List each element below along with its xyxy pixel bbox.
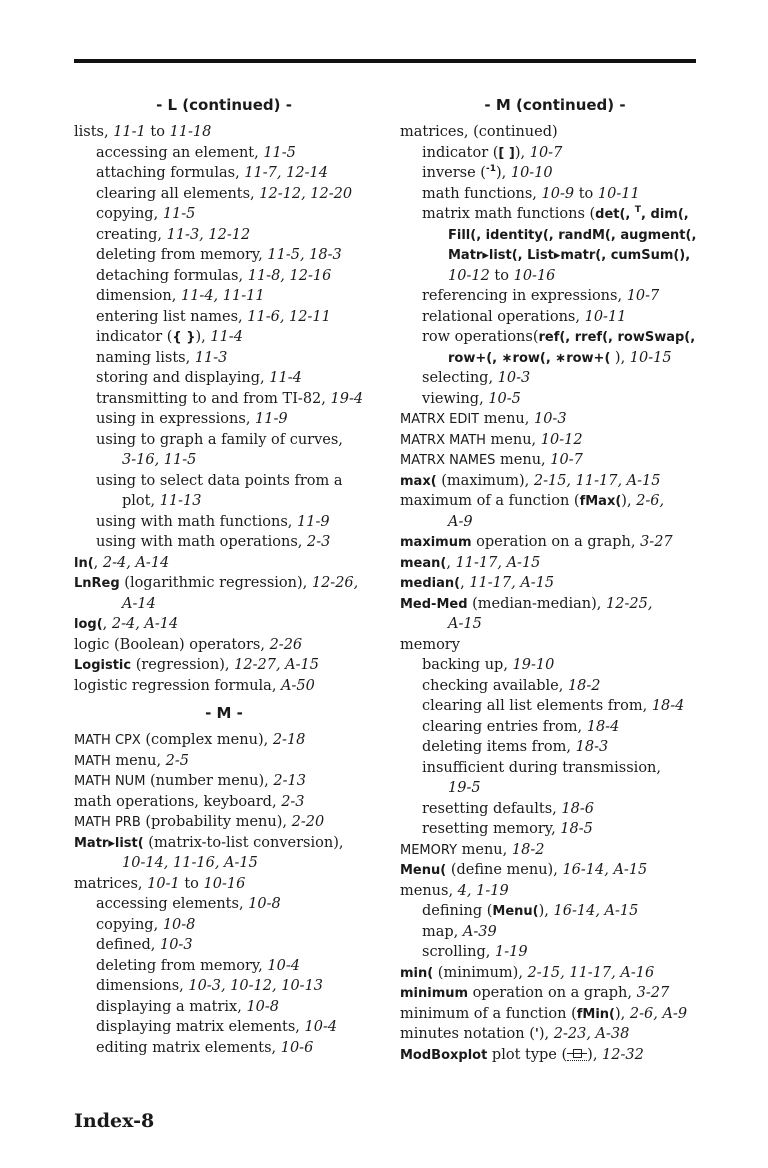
index-entry: minutes notation ('), 2-23, A-38 <box>400 1026 630 1042</box>
index-subentry: displaying a matrix, 10-8 <box>96 998 280 1015</box>
index-entry: MATRX EDIT menu, 10-3 <box>400 411 567 427</box>
index-continuation: 3-16, 11-5 <box>122 452 197 468</box>
index-entry: max( (maximum), 2-15, 11-17, A-15 <box>400 472 661 489</box>
modboxplot-icon <box>567 1048 587 1061</box>
index-subentry: copying, 10-8 <box>96 916 196 933</box>
index-subentry: detaching formulas, 11-8, 12-16 <box>96 267 332 284</box>
index-continuation: plot, 11-13 <box>122 493 202 509</box>
index-subentry: inverse ($^{-1}$), 10-10 <box>422 164 553 181</box>
index-continuation: A-15 <box>448 616 482 632</box>
index-entry: log(, 2-4, A-14 <box>74 616 179 632</box>
index-subentry: referencing in expressions, 10-7 <box>422 288 660 304</box>
index-subentry: insufficient during transmission, <box>422 759 661 776</box>
index-entry: median(, 11-17, A-15 <box>400 575 555 591</box>
index-entry: lists, 11-1 to 11-18 <box>74 124 212 140</box>
index-entry: matrices, (continued) <box>400 124 558 140</box>
index-entry: logistic regression formula, A-50 <box>74 677 315 694</box>
index-entry: maximum of a function (fMax(), 2-6, <box>400 493 665 509</box>
index-entry: min( (minimum), 2-15, 11-17, A-16 <box>400 964 655 981</box>
index-subentry: displaying matrix elements, 10-4 <box>96 1019 338 1035</box>
index-subentry: relational operations, 10-11 <box>422 308 627 325</box>
index-subentry: entering list names, 11-6, 12-11 <box>96 308 331 325</box>
index-entry: menus, 4, 1-19 <box>400 882 509 899</box>
index-continuation: Matr▸list(, List▸matr(, cumSum(), <box>448 248 691 263</box>
index-entry: LnReg (logarithmic regression), 12-26, <box>74 575 359 591</box>
index-subentry: using with math functions, 11-9 <box>96 513 330 530</box>
index-subentry: using to graph a family of curves, <box>96 431 343 448</box>
index-entry: math operations, keyboard, 2-3 <box>74 793 305 810</box>
index-entry: Logistic (regression), 12-27, A-15 <box>74 657 319 673</box>
index-subentry: accessing an element, 11-5 <box>96 144 296 161</box>
index-subentry: map, A-39 <box>422 923 497 940</box>
section-heading-m-continued: - M (continued) - <box>484 96 626 114</box>
index-subentry: using in expressions, 11-9 <box>96 411 288 427</box>
page-footer: Index-8 <box>74 1110 155 1132</box>
index-entry: minimum of a function (fMin(), 2-6, A-9 <box>400 1005 688 1022</box>
index-entry: MEMORY menu, 18-2 <box>400 841 545 858</box>
index-subentry: resetting memory, 18-5 <box>422 821 593 837</box>
index-subentry: row operations(ref(, rref(, rowSwap(, <box>422 329 696 345</box>
index-continuation: 10-14, 11-16, A-15 <box>122 855 258 871</box>
index-subentry: editing matrix elements, 10-6 <box>96 1039 314 1056</box>
index-subentry: defining (Menu(), 16-14, A-15 <box>422 903 639 919</box>
index-entry: ModBoxplot plot type ( ), 12-32 <box>400 1046 644 1063</box>
index-subentry: dimensions, 10-3, 10-12, 10-13 <box>96 978 324 994</box>
index-subentry: naming lists, 11-3 <box>96 349 228 366</box>
index-subentry: deleting items from, 18-3 <box>422 739 609 755</box>
index-subentry: storing and displaying, 11-4 <box>96 370 302 386</box>
index-subentry: using to select data points from a <box>96 472 343 489</box>
index-subentry: clearing entries from, 18-4 <box>422 718 620 735</box>
index-entry: matrices, 10-1 to 10-16 <box>74 875 246 892</box>
index-entry: MATH CPX (complex menu), 2-18 <box>74 732 306 748</box>
index-subentry: viewing, 10-5 <box>422 390 521 407</box>
index-column-right <box>400 96 710 1065</box>
section-heading-m: - M - <box>205 704 243 722</box>
index-entry: Med-Med (median-median), 12-25, <box>400 595 653 612</box>
index-subentry: backing up, 19-10 <box>422 657 555 673</box>
index-subentry: indicator ([ ]), 10-7 <box>422 144 563 161</box>
index-continuation: A-9 <box>448 513 473 530</box>
index-subentry: copying, 11-5 <box>96 206 196 222</box>
index-subentry: creating, 11-3, 12-12 <box>96 226 251 243</box>
index-subentry: selecting, 10-3 <box>422 370 531 386</box>
index-column-left <box>74 96 374 1058</box>
index-continuation: 10-12 to 10-16 <box>448 267 556 284</box>
index-continuation: A-14 <box>122 595 156 612</box>
index-entry: MATH PRB (probability menu), 2-20 <box>74 814 325 830</box>
index-subentry: transmitting to and from TI-82, 19-4 <box>96 390 364 407</box>
index-subentry: math functions, 10-9 to 10-11 <box>422 185 640 202</box>
index-entry: logic (Boolean) operators, 2-26 <box>74 636 303 653</box>
index-subentry: scrolling, 1-19 <box>422 944 528 960</box>
index-entry: memory <box>400 636 460 653</box>
top-rule <box>74 59 696 63</box>
index-subentry: defined, 10-3 <box>96 937 193 953</box>
index-entry: MATRX MATH menu, 10-12 <box>400 431 583 448</box>
index-entry: minimum operation on a graph, 3-27 <box>400 985 670 1001</box>
index-entry: MATRX NAMES menu, 10-7 <box>400 452 583 468</box>
index-entry: Menu( (define menu), 16-14, A-15 <box>400 862 648 878</box>
index-entry: MATH menu, 2-5 <box>74 752 190 769</box>
index-subentry: deleting from memory, 11-5, 18-3 <box>96 247 342 263</box>
index-subentry: accessing elements, 10-8 <box>96 896 281 912</box>
index-subentry: clearing all elements, 12-12, 12-20 <box>96 185 353 202</box>
index-subentry: using with math operations, 2-3 <box>96 534 331 550</box>
index-subentry: indicator ({ }), 11-4 <box>96 329 243 345</box>
index-continuation: row+(, ∗row(, ∗row+( ), 10-15 <box>448 349 672 366</box>
index-entry: maximum operation on a graph, 3-27 <box>400 534 673 550</box>
section-heading-l-continued: - L (continued) - <box>156 96 292 114</box>
index-subentry: dimension, 11-4, 11-11 <box>96 288 265 304</box>
index-continuation: 19-5 <box>448 780 481 796</box>
index-continuation: Fill(, identity(, randM(, augment(, <box>448 227 697 243</box>
index-subentry: matrix math functions (det(, $^T$, dim(, <box>422 205 689 222</box>
index-subentry: deleting from memory, 10-4 <box>96 957 300 974</box>
index-subentry: clearing all list elements from, 18-4 <box>422 698 685 714</box>
index-entry: ln(, 2-4, A-14 <box>74 554 170 571</box>
index-subentry: checking available, 18-2 <box>422 677 601 694</box>
index-entry: mean(, 11-17, A-15 <box>400 554 541 571</box>
index-subentry: attaching formulas, 11-7, 12-14 <box>96 165 328 181</box>
index-entry: MATH NUM (number menu), 2-13 <box>74 773 306 789</box>
index-subentry: resetting defaults, 18-6 <box>422 800 594 817</box>
index-entry: Matr▸list( (matrix-to-list conversion), <box>74 834 344 851</box>
